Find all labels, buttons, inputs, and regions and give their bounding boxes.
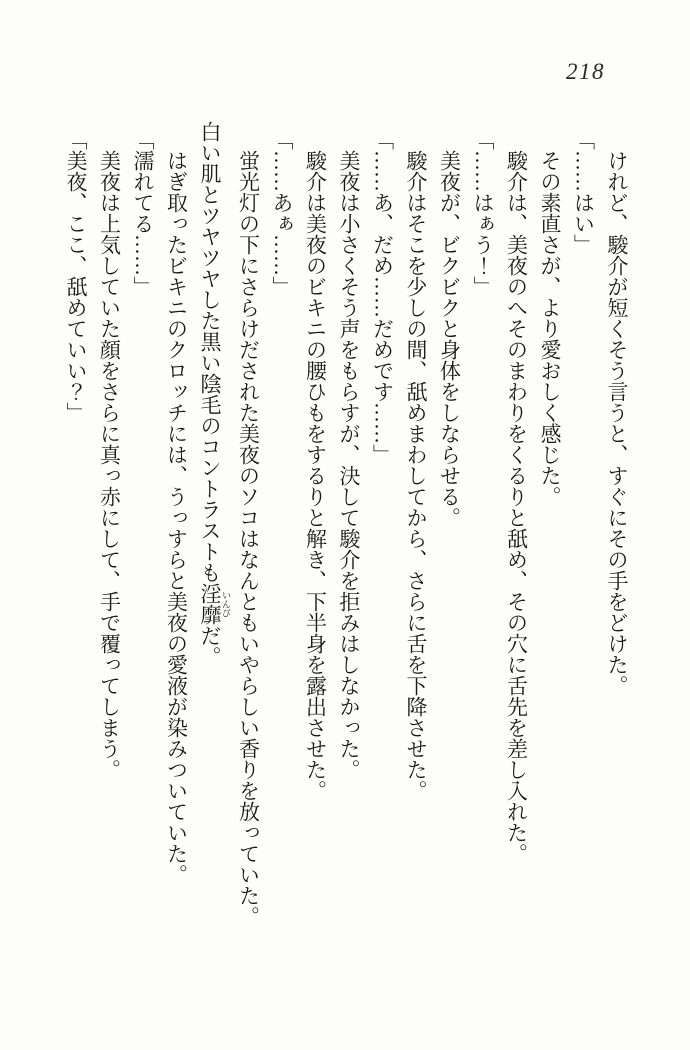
paragraph-dialogue: 「……あ、だめ……だめです……」 — [370, 129, 395, 465]
furigana: いんび — [221, 583, 231, 625]
paragraph-narration: 白い肌とツヤツヤした黒い陰毛のコントラストも淫靡 いんびだ。 — [198, 121, 231, 667]
paragraph-narration: 美夜が、ビクビクと身体をしならせる。 — [437, 150, 462, 528]
paragraph-narration: はぎ取ったビキニのクロッチには、うっすらと美夜の愛液が染みついていた。 — [164, 150, 189, 885]
paragraph-narration: 駿介は、美夜のへそのまわりをくるりと舐め、その穴に舌先を差し入れた。 — [504, 150, 529, 864]
paragraph-dialogue: 「美夜、ここ、舐めていい？」 — [64, 129, 88, 423]
paragraph-narration: 蛍光灯の下にさらけだされた美夜のソコはなんともいやらしい香りを放っていた。 — [236, 150, 261, 927]
vertical-text-block — [59, 121, 634, 939]
paragraph-narration: けれど、駿介が短くそう言うと、すぐにその手をどけた。 — [605, 150, 629, 696]
paragraph-narration: 美夜は小さくそう声をもらすが、決して駿介を拒みはしなかった。 — [337, 150, 361, 780]
paragraph-dialogue: 「……はぁう！」 — [471, 129, 495, 297]
paragraph-dialogue: 「濡れてる……」 — [131, 129, 155, 297]
paragraph-narration: 美夜は上気していた顔をさらに真っ赤にして、手で覆ってしまう。 — [97, 150, 122, 780]
paragraph-narration: 駿介は美夜のビキニの腰ひもをするりと解き、下半身を露出させた。 — [303, 150, 328, 801]
paragraph-narration: その素直さが、より愛おしく感じた。 — [538, 150, 562, 507]
page-number: 218 — [566, 59, 605, 84]
paragraph-narration: 駿介はそこを少しの間、舐めまわしてから、さらに舌を下降させた。 — [404, 150, 428, 801]
ruby-annotated-word: 淫靡 いんび — [198, 583, 231, 625]
paragraph-dialogue: 「……はい」 — [571, 129, 596, 255]
paragraph-dialogue: 「……あぁ……」 — [270, 129, 294, 297]
